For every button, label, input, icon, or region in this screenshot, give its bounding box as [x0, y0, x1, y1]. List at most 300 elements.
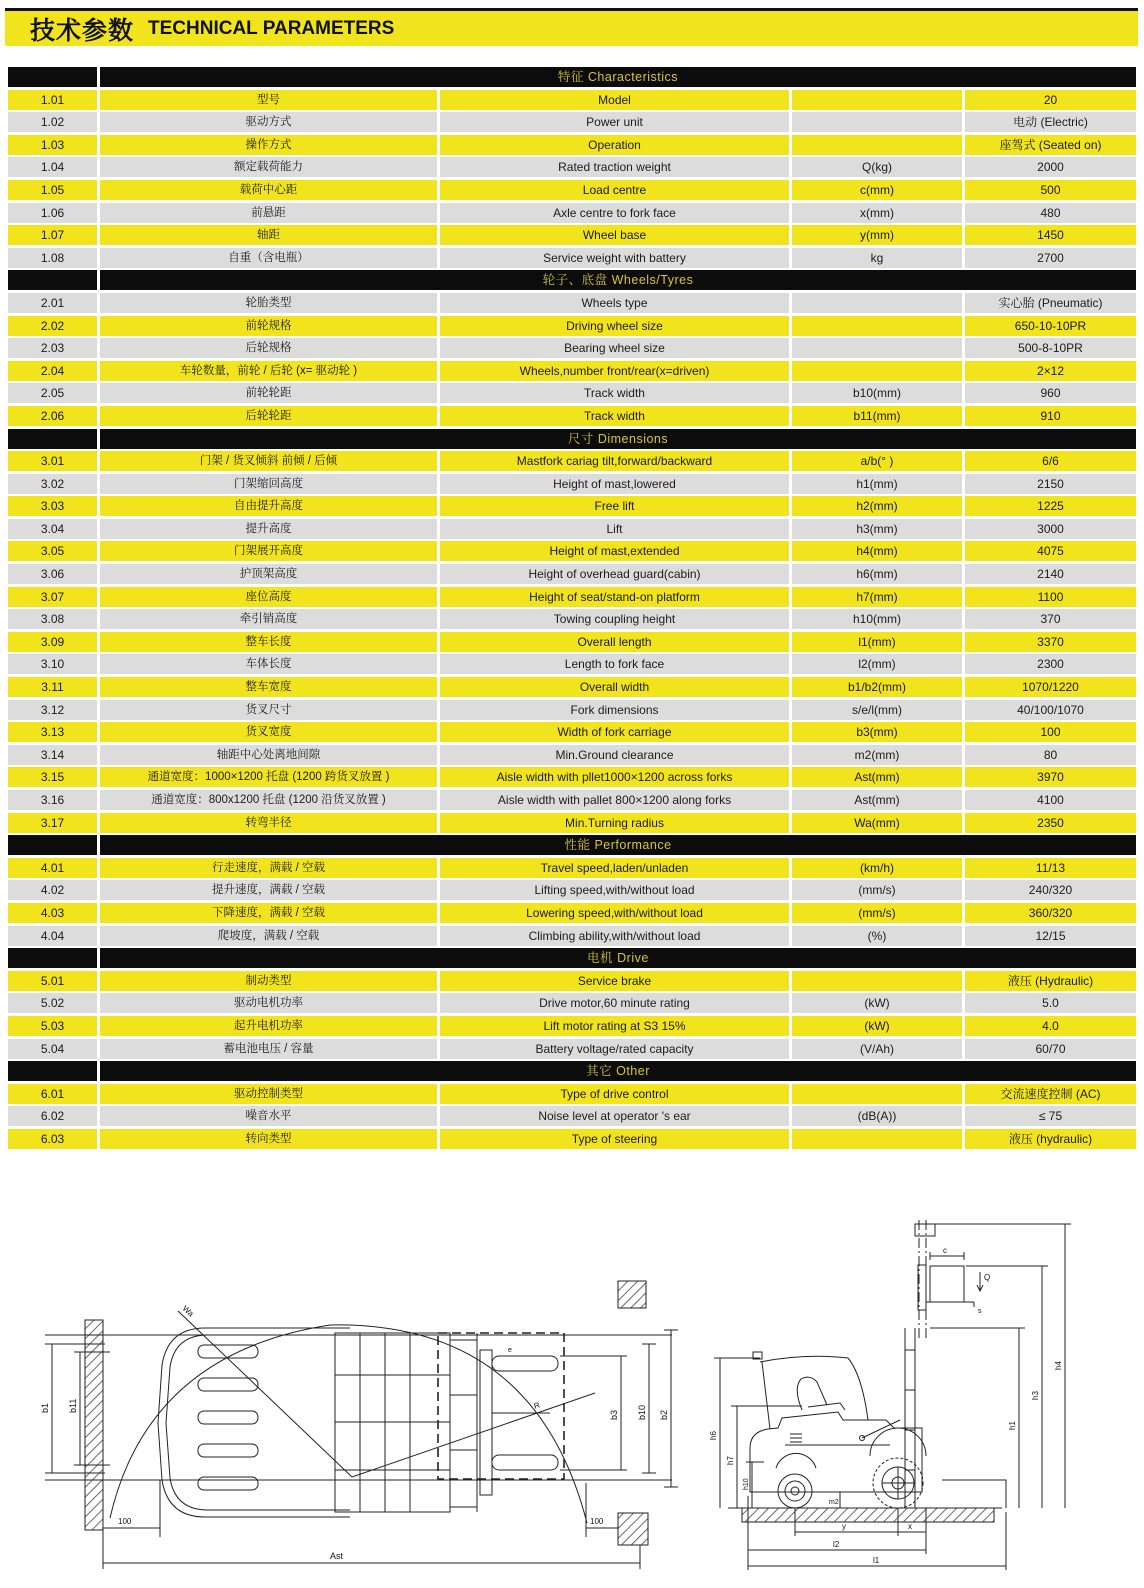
cell-en: Overall width — [440, 677, 789, 697]
cell-en: Lift — [440, 519, 789, 539]
cell-symbol: h4(mm) — [792, 541, 962, 561]
cell-en: Wheels,number front/rear(x=driven) — [440, 361, 789, 381]
cell-value: 液压 (Hydraulic) — [965, 971, 1136, 991]
cell-zh: 牵引销高度 — [100, 609, 437, 629]
cell-symbol — [792, 90, 962, 110]
cell-no: 5.02 — [8, 993, 97, 1013]
section-header-no — [8, 270, 97, 290]
cell-en: Lift motor rating at S3 15% — [440, 1016, 789, 1036]
cell-no: 6.03 — [8, 1129, 97, 1149]
cell-no: 1.08 — [8, 248, 97, 268]
cell-value: 液压 (hydraulic) — [965, 1129, 1136, 1149]
cell-zh: 前悬距 — [100, 203, 437, 223]
table-row — [8, 519, 1136, 539]
table-row — [8, 1129, 1136, 1149]
cell-en: Type of drive control — [440, 1084, 789, 1104]
cell-no: 3.12 — [8, 700, 97, 720]
cell-symbol: h3(mm) — [792, 519, 962, 539]
cell-no: 4.01 — [8, 858, 97, 878]
cell-symbol: kg — [792, 248, 962, 268]
cell-zh: 车轮数量，前轮 / 后轮 (x= 驱动轮 ) — [100, 361, 437, 381]
cell-no: 3.08 — [8, 609, 97, 629]
section-header-row — [8, 270, 1136, 290]
cell-zh: 门架缩回高度 — [100, 474, 437, 494]
cell-symbol: b3(mm) — [792, 722, 962, 742]
cell-zh: 转向类型 — [100, 1129, 437, 1149]
cell-value: 5.0 — [965, 993, 1136, 1013]
technical-drawings — [0, 1200, 1144, 1588]
table-row — [8, 564, 1136, 584]
table-row — [8, 1039, 1136, 1059]
cell-no: 4.03 — [8, 903, 97, 923]
cell-symbol — [792, 1084, 962, 1104]
table-row — [8, 790, 1136, 810]
table-row — [8, 722, 1136, 742]
spec-table — [8, 67, 1136, 1152]
cell-zh: 提升高度 — [100, 519, 437, 539]
cell-symbol: (kW) — [792, 1016, 962, 1036]
cell-no: 6.02 — [8, 1106, 97, 1126]
page-title-zh: 技术参数 — [30, 16, 135, 45]
cell-en: Aisle width with pallet 800×1200 along forks — [440, 790, 789, 810]
ground-hatch — [742, 1508, 994, 1522]
cell-en: Track width — [440, 406, 789, 426]
cell-symbol: a/b(° ) — [792, 451, 962, 471]
cell-symbol: m2(mm) — [792, 745, 962, 765]
cell-no: 3.07 — [8, 587, 97, 607]
cell-symbol: h6(mm) — [792, 564, 962, 584]
cell-value: 240/320 — [965, 880, 1136, 900]
cell-value: 480 — [965, 203, 1136, 223]
cell-value: 2000 — [965, 157, 1136, 177]
dim-label-s: s — [978, 1308, 982, 1315]
cell-zh: 整车长度 — [100, 632, 437, 652]
cell-no: 3.05 — [8, 541, 97, 561]
cell-symbol: h7(mm) — [792, 587, 962, 607]
cell-symbol: b11(mm) — [792, 406, 962, 426]
section-header-row — [8, 835, 1136, 855]
dim-label-wa: Wa — [180, 1303, 196, 1319]
cell-zh: 提升速度，满载 / 空载 — [100, 880, 437, 900]
cell-en: Height of seat/stand-on platform — [440, 587, 789, 607]
cell-symbol: (kW) — [792, 993, 962, 1013]
cell-value: 4075 — [965, 541, 1136, 561]
section-header-no — [8, 1061, 97, 1081]
cell-zh: 驱动电机功率 — [100, 993, 437, 1013]
cell-no: 4.04 — [8, 926, 97, 946]
dim-label-b11: b11 — [68, 1398, 78, 1413]
table-row — [8, 880, 1136, 900]
cell-zh: 型号 — [100, 90, 437, 110]
cell-symbol: l2(mm) — [792, 654, 962, 674]
cell-en: Width of fork carriage — [440, 722, 789, 742]
table-row — [8, 112, 1136, 132]
cell-no: 3.02 — [8, 474, 97, 494]
dim-label-b1: b1 — [40, 1402, 50, 1413]
cell-no: 3.16 — [8, 790, 97, 810]
dim-label-l2: l2 — [833, 1540, 840, 1549]
cell-en: Climbing ability,with/without load — [440, 926, 789, 946]
dim-label-100-right: 100 — [590, 1517, 604, 1526]
dim-label-c: c — [943, 1246, 947, 1255]
cell-no: 1.03 — [8, 135, 97, 155]
cell-zh: 驱动控制类型 — [100, 1084, 437, 1104]
side-view-drawing — [690, 1210, 1140, 1585]
dim-label-h7: h7 — [726, 1456, 735, 1465]
cell-symbol — [792, 338, 962, 358]
cell-value: 40/100/1070 — [965, 700, 1136, 720]
cell-symbol: (mm/s) — [792, 903, 962, 923]
cell-en: Length to fork face — [440, 654, 789, 674]
cell-zh: 制动类型 — [100, 971, 437, 991]
cell-zh: 操作方式 — [100, 135, 437, 155]
cell-value: 实心胎 (Pneumatic) — [965, 293, 1136, 313]
cell-symbol — [792, 135, 962, 155]
table-row — [8, 813, 1136, 833]
cell-value: 电动 (Electric) — [965, 112, 1136, 132]
cell-en: Travel speed,laden/unladen — [440, 858, 789, 878]
section-header-row — [8, 67, 1136, 87]
section-title: 电机 Drive — [100, 948, 1136, 968]
cell-zh: 后轮规格 — [100, 338, 437, 358]
cell-no: 5.01 — [8, 971, 97, 991]
cell-symbol — [792, 293, 962, 313]
cell-en: Bearing wheel size — [440, 338, 789, 358]
cell-value: 3970 — [965, 767, 1136, 787]
table-row — [8, 1016, 1136, 1036]
cell-value: 360/320 — [965, 903, 1136, 923]
dim-label-h10: h10 — [743, 1478, 750, 1490]
cell-symbol: (%) — [792, 926, 962, 946]
cell-en: Height of mast,extended — [440, 541, 789, 561]
dim-label-x: x — [908, 1522, 912, 1531]
cell-zh: 爬坡度，满载 / 空载 — [100, 926, 437, 946]
cell-value: 650-10-10PR — [965, 316, 1136, 336]
cell-zh: 噪音水平 — [100, 1106, 437, 1126]
table-row — [8, 157, 1136, 177]
cell-en: Height of mast,lowered — [440, 474, 789, 494]
cell-value: 2150 — [965, 474, 1136, 494]
table-row — [8, 632, 1136, 652]
cell-no: 1.04 — [8, 157, 97, 177]
cell-zh: 货叉宽度 — [100, 722, 437, 742]
cell-no: 3.13 — [8, 722, 97, 742]
cell-en: Min.Turning radius — [440, 813, 789, 833]
cell-value: ≤ 75 — [965, 1106, 1136, 1126]
cell-symbol: s/e/l(mm) — [792, 700, 962, 720]
cell-value: 20 — [965, 90, 1136, 110]
cell-zh: 自重（含电瓶） — [100, 248, 437, 268]
table-row — [8, 541, 1136, 561]
table-row — [8, 406, 1136, 426]
cell-no: 3.11 — [8, 677, 97, 697]
cell-en: Track width — [440, 383, 789, 403]
cell-no: 5.03 — [8, 1016, 97, 1036]
cell-symbol — [792, 971, 962, 991]
cell-en: Free lift — [440, 496, 789, 516]
cell-en: Mastfork cariag tilt,forward/backward — [440, 451, 789, 471]
cell-no: 3.01 — [8, 451, 97, 471]
cell-no: 3.03 — [8, 496, 97, 516]
table-row — [8, 248, 1136, 268]
section-header-no — [8, 67, 97, 87]
cell-zh: 座位高度 — [100, 587, 437, 607]
cell-en: Overall length — [440, 632, 789, 652]
cell-no: 3.06 — [8, 564, 97, 584]
cell-symbol: h10(mm) — [792, 609, 962, 629]
cell-no: 3.14 — [8, 745, 97, 765]
table-row — [8, 858, 1136, 878]
cell-no: 4.02 — [8, 880, 97, 900]
cell-zh: 通道宽度：800x1200 托盘 (1200 沿货叉放置 ) — [100, 790, 437, 810]
cell-zh: 轴距中心处离地间隙 — [100, 745, 437, 765]
dim-label-h4: h4 — [1054, 1361, 1063, 1370]
cell-en: Noise level at operator 's ear — [440, 1106, 789, 1126]
table-row — [8, 903, 1136, 923]
section-title: 轮子、底盘 Wheels/Tyres — [100, 270, 1136, 290]
table-row — [8, 338, 1136, 358]
cell-symbol — [792, 361, 962, 381]
cell-no: 3.15 — [8, 767, 97, 787]
section-header-row — [8, 429, 1136, 449]
cell-en: Type of steering — [440, 1129, 789, 1149]
cell-value: 1100 — [965, 587, 1136, 607]
cell-zh: 起升电机功率 — [100, 1016, 437, 1036]
cell-symbol: h2(mm) — [792, 496, 962, 516]
cell-symbol: b1/b2(mm) — [792, 677, 962, 697]
cell-value: 4100 — [965, 790, 1136, 810]
dim-label-l1: l1 — [873, 1556, 880, 1565]
table-row — [8, 383, 1136, 403]
cell-symbol — [792, 112, 962, 132]
cell-zh: 行走速度，满载 / 空载 — [100, 858, 437, 878]
cell-no: 2.04 — [8, 361, 97, 381]
cell-en: Aisle width with pllet1000×1200 across forks — [440, 767, 789, 787]
cell-symbol: y(mm) — [792, 225, 962, 245]
section-title: 特征 Characteristics — [100, 67, 1136, 87]
cell-zh: 驱动方式 — [100, 112, 437, 132]
dim-label-h3: h3 — [1031, 1391, 1040, 1400]
section-header-row — [8, 1061, 1136, 1081]
cell-no: 3.09 — [8, 632, 97, 652]
cell-symbol: b10(mm) — [792, 383, 962, 403]
cell-value: 60/70 — [965, 1039, 1136, 1059]
section-title: 其它 Other — [100, 1061, 1136, 1081]
cell-value: 2350 — [965, 813, 1136, 833]
cell-value: 80 — [965, 745, 1136, 765]
dim-label-b10: b10 — [637, 1404, 647, 1420]
cell-en: Fork dimensions — [440, 700, 789, 720]
cell-value: 交流速度控制 (AC) — [965, 1084, 1136, 1104]
cell-en: Battery voltage/rated capacity — [440, 1039, 789, 1059]
cell-symbol: x(mm) — [792, 203, 962, 223]
cell-value: 1070/1220 — [965, 677, 1136, 697]
cell-value: 100 — [965, 722, 1136, 742]
table-row — [8, 926, 1136, 946]
table-row — [8, 316, 1136, 336]
cell-symbol: Q(kg) — [792, 157, 962, 177]
cell-zh: 下降速度，满载 / 空载 — [100, 903, 437, 923]
table-row — [8, 135, 1136, 155]
cell-no: 1.02 — [8, 112, 97, 132]
cell-no: 3.04 — [8, 519, 97, 539]
cell-no: 1.06 — [8, 203, 97, 223]
cell-zh: 转弯半径 — [100, 813, 437, 833]
cell-value: 910 — [965, 406, 1136, 426]
cell-value: 3000 — [965, 519, 1136, 539]
cell-en: Towing coupling height — [440, 609, 789, 629]
cell-value: 4.0 — [965, 1016, 1136, 1036]
cell-no: 3.17 — [8, 813, 97, 833]
section-title: 尺寸 Dimensions — [100, 429, 1136, 449]
page-title-en: TECHNICAL PARAMETERS — [148, 17, 395, 39]
page-header — [5, 8, 1138, 46]
cell-en: Wheel base — [440, 225, 789, 245]
cell-en: Rated traction weight — [440, 157, 789, 177]
table-row — [8, 361, 1136, 381]
table-row — [8, 90, 1136, 110]
cell-value: 960 — [965, 383, 1136, 403]
cell-value: 500 — [965, 180, 1136, 200]
cell-no: 5.04 — [8, 1039, 97, 1059]
table-row — [8, 474, 1136, 494]
cell-no: 2.02 — [8, 316, 97, 336]
cell-value: 1225 — [965, 496, 1136, 516]
cell-value: 370 — [965, 609, 1136, 629]
cell-zh: 货叉尺寸 — [100, 700, 437, 720]
cell-en: Model — [440, 90, 789, 110]
cell-symbol — [792, 1129, 962, 1149]
cell-value: 2×12 — [965, 361, 1136, 381]
cell-en: Lifting speed,with/without load — [440, 880, 789, 900]
cell-zh: 轮胎类型 — [100, 293, 437, 313]
cell-no: 2.01 — [8, 293, 97, 313]
cell-zh: 蓄电池电压 / 容量 — [100, 1039, 437, 1059]
dim-label-m2: m2 — [829, 1499, 839, 1506]
table-row — [8, 700, 1136, 720]
cell-zh: 后轮轮距 — [100, 406, 437, 426]
section-header-no — [8, 835, 97, 855]
cell-symbol: Wa(mm) — [792, 813, 962, 833]
cell-no: 6.01 — [8, 1084, 97, 1104]
dim-label-100-left: 100 — [118, 1517, 132, 1526]
cell-zh: 通道宽度：1000×1200 托盘 (1200 跨货叉放置 ) — [100, 767, 437, 787]
dim-label-b3: b3 — [609, 1409, 619, 1420]
cell-symbol: (dB(A)) — [792, 1106, 962, 1126]
cell-no: 3.10 — [8, 654, 97, 674]
cell-value: 2140 — [965, 564, 1136, 584]
dim-label-q: Q — [984, 1273, 991, 1282]
cell-zh: 轴距 — [100, 225, 437, 245]
cell-zh: 门架 / 货叉倾斜 前倾 / 后倾 — [100, 451, 437, 471]
cell-symbol: l1(mm) — [792, 632, 962, 652]
cell-zh: 自由提升高度 — [100, 496, 437, 516]
table-row — [8, 225, 1136, 245]
dim-label-e: e — [508, 1347, 512, 1354]
dim-label-b2: b2 — [659, 1409, 669, 1420]
table-row — [8, 654, 1136, 674]
table-row — [8, 451, 1136, 471]
cell-zh: 载荷中心距 — [100, 180, 437, 200]
dim-label-r: R — [532, 1400, 542, 1411]
table-row — [8, 745, 1136, 765]
cell-zh: 额定载荷能力 — [100, 157, 437, 177]
table-row — [8, 971, 1136, 991]
table-row — [8, 1106, 1136, 1126]
section-header-no — [8, 948, 97, 968]
cell-en: Power unit — [440, 112, 789, 132]
cell-symbol: Ast(mm) — [792, 790, 962, 810]
section-title: 性能 Performance — [100, 835, 1136, 855]
cell-no: 1.05 — [8, 180, 97, 200]
table-row — [8, 609, 1136, 629]
table-row — [8, 180, 1136, 200]
cell-value: 12/15 — [965, 926, 1136, 946]
cell-no: 2.05 — [8, 383, 97, 403]
table-row — [8, 767, 1136, 787]
cell-en: Axle centre to fork face — [440, 203, 789, 223]
cell-zh: 护顶架高度 — [100, 564, 437, 584]
cell-no: 1.01 — [8, 90, 97, 110]
cell-en: Operation — [440, 135, 789, 155]
table-row — [8, 587, 1136, 607]
cell-symbol: c(mm) — [792, 180, 962, 200]
cell-en: Service brake — [440, 971, 789, 991]
cell-en: Min.Ground clearance — [440, 745, 789, 765]
table-row — [8, 203, 1136, 223]
cell-value: 1450 — [965, 225, 1136, 245]
cell-en: Height of overhead guard(cabin) — [440, 564, 789, 584]
cell-zh: 整车宽度 — [100, 677, 437, 697]
cell-symbol: h1(mm) — [792, 474, 962, 494]
top-view-drawing — [30, 1225, 680, 1580]
cell-en: Lowering speed,with/without load — [440, 903, 789, 923]
table-row — [8, 293, 1136, 313]
dim-label-y: y — [842, 1522, 846, 1531]
cell-en: Service weight with battery — [440, 248, 789, 268]
cell-value: 500-8-10PR — [965, 338, 1136, 358]
cell-symbol: (V/Ah) — [792, 1039, 962, 1059]
cell-value: 11/13 — [965, 858, 1136, 878]
table-row — [8, 993, 1136, 1013]
cell-no: 1.07 — [8, 225, 97, 245]
cell-en: Wheels type — [440, 293, 789, 313]
cell-value: 2300 — [965, 654, 1136, 674]
dim-label-h6: h6 — [709, 1431, 718, 1440]
cell-en: Load centre — [440, 180, 789, 200]
cell-value: 座驾式 (Seated on) — [965, 135, 1136, 155]
section-header-row — [8, 948, 1136, 968]
cell-no: 2.06 — [8, 406, 97, 426]
dim-label-ast: Ast — [330, 1551, 344, 1561]
cell-symbol — [792, 316, 962, 336]
cell-en: Driving wheel size — [440, 316, 789, 336]
cell-value: 2700 — [965, 248, 1136, 268]
cell-symbol: Ast(mm) — [792, 767, 962, 787]
table-row — [8, 1084, 1136, 1104]
cell-value: 3370 — [965, 632, 1136, 652]
dim-label-h1: h1 — [1008, 1421, 1017, 1430]
cell-zh: 前轮轮距 — [100, 383, 437, 403]
table-row — [8, 496, 1136, 516]
section-header-no — [8, 429, 97, 449]
cell-en: Drive motor,60 minute rating — [440, 993, 789, 1013]
cell-zh: 门架展开高度 — [100, 541, 437, 561]
cell-symbol: (mm/s) — [792, 880, 962, 900]
cell-value: 6/6 — [965, 451, 1136, 471]
cell-zh: 前轮规格 — [100, 316, 437, 336]
cell-symbol: (km/h) — [792, 858, 962, 878]
